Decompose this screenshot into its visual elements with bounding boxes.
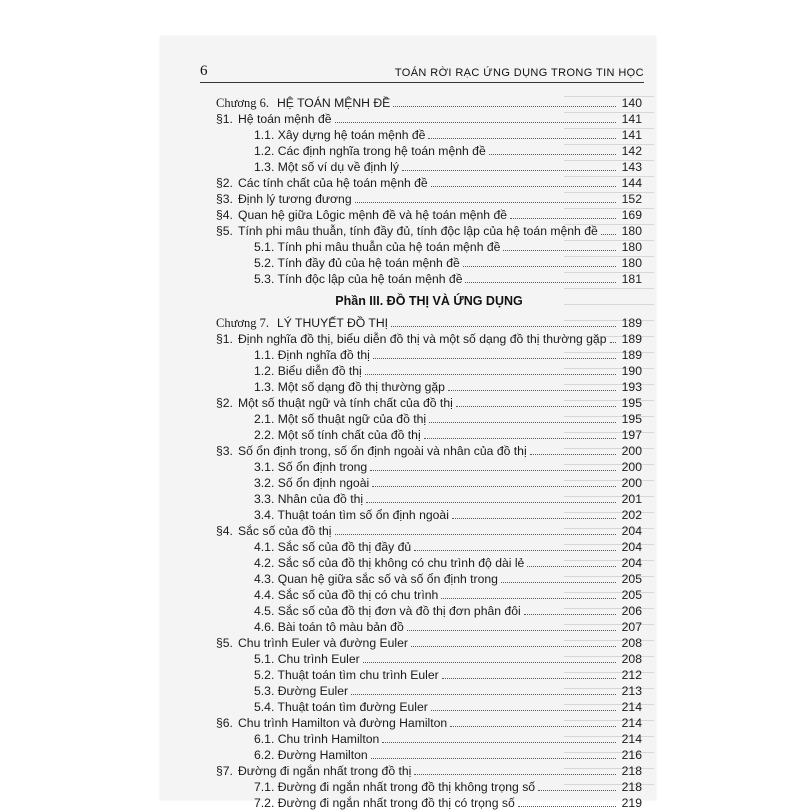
toc-entry-page: 204 bbox=[621, 524, 642, 538]
toc-entry-page: 180 bbox=[621, 240, 642, 254]
toc-entry-title: 5.4. Thuật toán tìm đường Euler bbox=[254, 700, 428, 714]
section-marker bbox=[216, 731, 238, 747]
dot-leader bbox=[424, 427, 616, 439]
toc-entry-page: 214 bbox=[621, 732, 642, 746]
toc-entry-title: 3.2. Số ổn định ngoài bbox=[254, 476, 370, 490]
toc-entry-sub bbox=[216, 667, 642, 683]
toc-entry-title: 1.1. Định nghĩa đồ thị bbox=[254, 348, 370, 362]
toc-entry-title: 1.2. Biểu diễn đồ thị bbox=[254, 364, 362, 378]
section-marker bbox=[216, 127, 238, 143]
dot-leader bbox=[371, 747, 616, 759]
chapter-label: Chương 7. bbox=[216, 316, 269, 330]
dot-leader bbox=[366, 491, 616, 503]
section-marker bbox=[216, 555, 238, 571]
dot-leader bbox=[452, 507, 616, 519]
section-marker bbox=[216, 507, 238, 523]
dot-leader bbox=[393, 95, 616, 107]
dot-leader bbox=[428, 127, 616, 139]
toc-entry-page: 140 bbox=[621, 96, 642, 110]
toc-entry-title: 4.2. Sắc số của đồ thị không có chu trình độ dài lẻ bbox=[254, 556, 525, 570]
page-number: 6 bbox=[200, 63, 208, 79]
section-marker bbox=[216, 683, 238, 699]
dot-leader bbox=[431, 699, 616, 711]
dot-leader bbox=[489, 143, 616, 155]
dot-leader bbox=[431, 175, 616, 187]
toc-entry-sub bbox=[216, 475, 642, 491]
toc-entry-title: 2.2. Một số tính chất của đồ thị bbox=[254, 428, 421, 442]
section-marker: §2. bbox=[216, 176, 233, 190]
toc-entry-title: 5.1. Chu trình Euler bbox=[254, 652, 360, 666]
dot-leader bbox=[601, 223, 616, 235]
toc-entry-title: 7.1. Đường đi ngắn nhất trong đồ thị không trọng số bbox=[254, 780, 536, 794]
toc-entry-sub bbox=[216, 127, 642, 143]
section-marker: §6. bbox=[216, 716, 233, 730]
toc-entry-page: 206 bbox=[621, 604, 642, 618]
section-marker: §4. bbox=[216, 208, 233, 222]
dot-leader bbox=[450, 715, 616, 727]
toc-entry-section bbox=[216, 331, 642, 347]
section-marker: §5. bbox=[216, 636, 233, 650]
toc-entry-page: 144 bbox=[621, 176, 642, 190]
section-marker: §3. bbox=[216, 192, 233, 206]
toc-entry-section bbox=[216, 395, 642, 411]
dot-leader bbox=[372, 475, 616, 487]
section-marker bbox=[216, 239, 238, 255]
section-marker bbox=[216, 603, 238, 619]
toc-entry-page: 218 bbox=[621, 764, 642, 778]
toc-entry-title: LÝ THUYẾT ĐỒ THỊ bbox=[276, 316, 389, 330]
dot-leader bbox=[355, 191, 616, 203]
toc-entry-title: 4.1. Sắc số của đồ thị đầy đủ bbox=[254, 540, 412, 554]
toc-entry-sub bbox=[216, 379, 642, 395]
section-marker bbox=[216, 475, 238, 491]
toc-entry-title: Các tính chất của hệ toán mệnh đề bbox=[238, 176, 428, 190]
toc-entry-page: 202 bbox=[621, 508, 642, 522]
section-marker bbox=[216, 363, 238, 379]
section-marker bbox=[216, 795, 238, 811]
toc-entry-title: Định nghĩa đồ thị, biểu diễn đồ thị và một số dạng đồ thị thường gặp bbox=[238, 332, 607, 346]
toc-entry-title: 2.1. Một số thuật ngữ của đồ thị bbox=[254, 412, 427, 426]
chapter-label: Chương 6. bbox=[216, 96, 269, 110]
toc-entry-section bbox=[216, 715, 642, 731]
toc-entry-sub bbox=[216, 539, 642, 555]
dot-leader bbox=[527, 555, 616, 567]
toc-entry-page: 195 bbox=[621, 412, 642, 426]
toc-entry-page: 189 bbox=[621, 348, 642, 362]
dot-leader bbox=[441, 587, 616, 599]
dot-leader bbox=[538, 779, 616, 791]
toc-entry-title: 6.2. Đường Hamilton bbox=[254, 748, 368, 762]
toc-entry-title: 4.5. Sắc số của đồ thị đơn và đồ thị đơn phân đôi bbox=[254, 604, 521, 618]
dot-leader bbox=[414, 763, 616, 775]
toc-entry-section bbox=[216, 207, 642, 223]
section-marker bbox=[216, 491, 238, 507]
toc-entry-title: 1.3. Một số dạng đồ thị thường gặp bbox=[254, 380, 445, 394]
section-marker bbox=[216, 539, 238, 555]
toc-entry-page: 189 bbox=[621, 316, 642, 330]
dot-leader bbox=[407, 619, 616, 631]
part-heading: Phần III. ĐỒ THỊ VÀ ỨNG DỤNG bbox=[335, 294, 523, 308]
toc-entry-section bbox=[216, 523, 642, 539]
toc-entry-title: 5.3. Đường Euler bbox=[254, 684, 349, 698]
section-marker bbox=[216, 159, 238, 175]
toc-entry-title: 1.2. Các định nghĩa trong hệ toán mệnh đề bbox=[254, 144, 486, 158]
toc-entry-section bbox=[216, 443, 642, 459]
section-marker: §2. bbox=[216, 396, 233, 410]
dot-leader bbox=[391, 315, 616, 327]
dot-leader bbox=[448, 379, 616, 391]
toc-entry-title: 4.4. Sắc số của đồ thị có chu trình bbox=[254, 588, 439, 602]
table-of-contents bbox=[216, 95, 642, 811]
toc-entry-page: 189 bbox=[621, 332, 642, 346]
dot-leader bbox=[363, 651, 616, 663]
toc-entry-sub bbox=[216, 271, 642, 287]
dot-leader bbox=[501, 571, 616, 583]
section-marker bbox=[216, 571, 238, 587]
toc-entry-title: 7.2. Đường đi ngắn nhất trong đồ thị có trọng số bbox=[254, 796, 515, 810]
toc-entry-title: Số ổn định trong, số ổn định ngoài và nhân của đồ thị bbox=[238, 444, 527, 458]
toc-entry-title: 5.3. Tính độc lập của hệ toán mệnh đề bbox=[254, 272, 463, 286]
toc-entry-page: 200 bbox=[621, 444, 642, 458]
dot-leader bbox=[610, 331, 617, 343]
dot-leader bbox=[442, 667, 616, 679]
dot-leader bbox=[503, 239, 616, 251]
toc-entry-title: Chu trình Euler và đường Euler bbox=[238, 636, 408, 650]
section-marker: §4. bbox=[216, 524, 233, 538]
section-marker bbox=[216, 411, 238, 427]
toc-entry-title: Tính phi mâu thuẫn, tính đầy đủ, tính độc lập của hệ toán mệnh đề bbox=[238, 224, 598, 238]
toc-entry-page: 181 bbox=[621, 272, 642, 286]
toc-entry-sub bbox=[216, 347, 642, 363]
section-marker bbox=[216, 619, 238, 635]
toc-entry-title: 4.6. Bài toán tô màu bản đồ bbox=[254, 620, 404, 634]
dot-leader bbox=[465, 271, 616, 283]
section-marker bbox=[216, 143, 238, 159]
toc-entry-page: 218 bbox=[621, 780, 642, 794]
dot-leader bbox=[365, 363, 616, 375]
toc-entry-page: 219 bbox=[621, 796, 642, 810]
dot-leader bbox=[402, 159, 616, 171]
toc-entry-section bbox=[216, 635, 642, 651]
toc-entry-sub bbox=[216, 239, 642, 255]
dot-leader bbox=[382, 731, 616, 743]
toc-entry-title: Định lý tương đương bbox=[238, 192, 352, 206]
toc-entry-chapter bbox=[216, 95, 642, 111]
dot-leader bbox=[530, 443, 616, 455]
toc-entry-sub bbox=[216, 731, 642, 747]
toc-entry-sub bbox=[216, 411, 642, 427]
toc-entry-title: Một số thuật ngữ và tính chất của đồ thị bbox=[238, 396, 453, 410]
section-marker bbox=[216, 347, 238, 363]
section-marker bbox=[216, 459, 238, 475]
section-marker: §1. bbox=[216, 332, 233, 346]
toc-entry-page: 204 bbox=[621, 540, 642, 554]
toc-entry-page: 152 bbox=[621, 192, 642, 206]
toc-entry-sub bbox=[216, 619, 642, 635]
toc-entry-page: 207 bbox=[621, 620, 642, 634]
toc-entry-page: 200 bbox=[621, 460, 642, 474]
toc-entry-sub bbox=[216, 795, 642, 811]
dot-leader bbox=[335, 111, 616, 123]
toc-entry-sub bbox=[216, 555, 642, 571]
toc-entry-title: 4.3. Quan hệ giữa sắc số và số ổn định trong bbox=[254, 572, 498, 586]
toc-entry-section bbox=[216, 223, 642, 239]
section-marker: §7. bbox=[216, 764, 233, 778]
toc-entry-sub bbox=[216, 255, 642, 271]
section-marker bbox=[216, 651, 238, 667]
section-marker bbox=[216, 699, 238, 715]
toc-entry-title: HỆ TOÁN MỆNH ĐỀ bbox=[276, 96, 391, 110]
toc-entry-page: 208 bbox=[621, 636, 642, 650]
toc-entry-title: Hệ toán mệnh đề bbox=[238, 112, 332, 126]
toc-entry-sub bbox=[216, 159, 642, 175]
toc-entry-section bbox=[216, 175, 642, 191]
section-marker bbox=[216, 255, 238, 271]
dot-leader bbox=[414, 539, 616, 551]
toc-entry-page: 208 bbox=[621, 652, 642, 666]
toc-entry-section bbox=[216, 111, 642, 127]
section-marker bbox=[216, 587, 238, 603]
toc-entry-sub bbox=[216, 491, 642, 507]
dot-leader bbox=[518, 795, 616, 807]
dot-leader bbox=[351, 683, 616, 695]
toc-entry-page: 193 bbox=[621, 380, 642, 394]
toc-entry-sub bbox=[216, 747, 642, 763]
toc-entry-section bbox=[216, 763, 642, 779]
dot-leader bbox=[510, 207, 616, 219]
toc-entry-page: 201 bbox=[621, 492, 642, 506]
section-marker bbox=[216, 667, 238, 683]
toc-entry-sub bbox=[216, 427, 642, 443]
toc-chapter-6 bbox=[216, 95, 642, 287]
toc-entry-page: 213 bbox=[621, 684, 642, 698]
toc-entry-page: 216 bbox=[621, 748, 642, 762]
toc-entry-page: 214 bbox=[621, 716, 642, 730]
dot-leader bbox=[335, 523, 617, 535]
toc-entry-title: Đường đi ngắn nhất trong đồ thị bbox=[238, 764, 412, 778]
dot-leader bbox=[411, 635, 616, 647]
toc-entry-sub bbox=[216, 587, 642, 603]
dot-leader bbox=[429, 411, 616, 423]
book-title: TOÁN RỜI RẠC ỨNG DỤNG TRONG TIN HỌC bbox=[394, 67, 644, 79]
toc-entry-sub bbox=[216, 603, 642, 619]
section-marker bbox=[216, 271, 238, 287]
section-marker: §5. bbox=[216, 224, 233, 238]
dot-leader bbox=[524, 603, 616, 615]
section-marker bbox=[216, 379, 238, 395]
toc-entry-page: 197 bbox=[621, 428, 642, 442]
toc-entry-page: 205 bbox=[621, 572, 642, 586]
toc-entry-title: 1.1. Xây dựng hệ toán mệnh đề bbox=[254, 128, 426, 142]
toc-entry-sub bbox=[216, 363, 642, 379]
toc-entry-title: 5.2. Thuật toán tìm chu trình Euler bbox=[254, 668, 439, 682]
book-page bbox=[160, 36, 656, 810]
toc-entry-title: 5.2. Tính đầy đủ của hệ toán mệnh đề bbox=[254, 256, 460, 270]
toc-entry-page: 200 bbox=[621, 476, 642, 490]
dot-leader bbox=[463, 255, 616, 267]
section-marker: §1. bbox=[216, 112, 233, 126]
toc-entry-page: 180 bbox=[621, 224, 642, 238]
dot-leader bbox=[370, 459, 616, 471]
toc-entry-page: 143 bbox=[621, 160, 642, 174]
toc-entry-page: 205 bbox=[621, 588, 642, 602]
section-marker bbox=[216, 779, 238, 795]
section-marker bbox=[216, 427, 238, 443]
toc-entry-title: Quan hệ giữa Lôgic mệnh đề và hệ toán mệnh đề bbox=[238, 208, 508, 222]
toc-entry-title: 3.1. Số ổn định trong bbox=[254, 460, 368, 474]
toc-entry-title: Chu trình Hamilton và đường Hamilton bbox=[238, 716, 448, 730]
toc-entry-page: 212 bbox=[621, 668, 642, 682]
section-marker: §3. bbox=[216, 444, 233, 458]
toc-entry-sub bbox=[216, 507, 642, 523]
toc-entry-page: 204 bbox=[621, 556, 642, 570]
toc-entry-page: 180 bbox=[621, 256, 642, 270]
toc-entry-sub bbox=[216, 779, 642, 795]
toc-entry-section bbox=[216, 191, 642, 207]
toc-chapter-7 bbox=[216, 315, 642, 811]
toc-entry-chapter bbox=[216, 315, 642, 331]
page-header bbox=[200, 60, 644, 83]
toc-entry-sub bbox=[216, 651, 642, 667]
toc-entry-page: 195 bbox=[621, 396, 642, 410]
toc-entry-page: 214 bbox=[621, 700, 642, 714]
toc-entry-page: 141 bbox=[621, 112, 642, 126]
toc-entry-sub bbox=[216, 699, 642, 715]
toc-entry-sub bbox=[216, 143, 642, 159]
toc-entry-title: 3.3. Nhân của đồ thị bbox=[254, 492, 364, 506]
toc-entry-title: 3.4. Thuật toán tìm số ổn định ngoài bbox=[254, 508, 449, 522]
toc-entry-sub bbox=[216, 683, 642, 699]
toc-entry-sub bbox=[216, 459, 642, 475]
toc-entry-page: 169 bbox=[621, 208, 642, 222]
toc-entry-page: 142 bbox=[621, 144, 642, 158]
toc-entry-sub bbox=[216, 571, 642, 587]
toc-entry-title: Sắc số của đồ thị bbox=[238, 524, 332, 538]
section-marker bbox=[216, 747, 238, 763]
toc-entry-page: 141 bbox=[621, 128, 642, 142]
toc-entry-title: 6.1. Chu trình Hamilton bbox=[254, 732, 380, 746]
toc-entry-title: 5.1. Tính phi mâu thuẫn của hệ toán mệnh đề bbox=[254, 240, 501, 254]
toc-entry-title: 1.3. Một số ví dụ về định lý bbox=[254, 160, 399, 174]
dot-leader bbox=[456, 395, 616, 407]
dot-leader bbox=[373, 347, 616, 359]
toc-entry-page: 190 bbox=[621, 364, 642, 378]
